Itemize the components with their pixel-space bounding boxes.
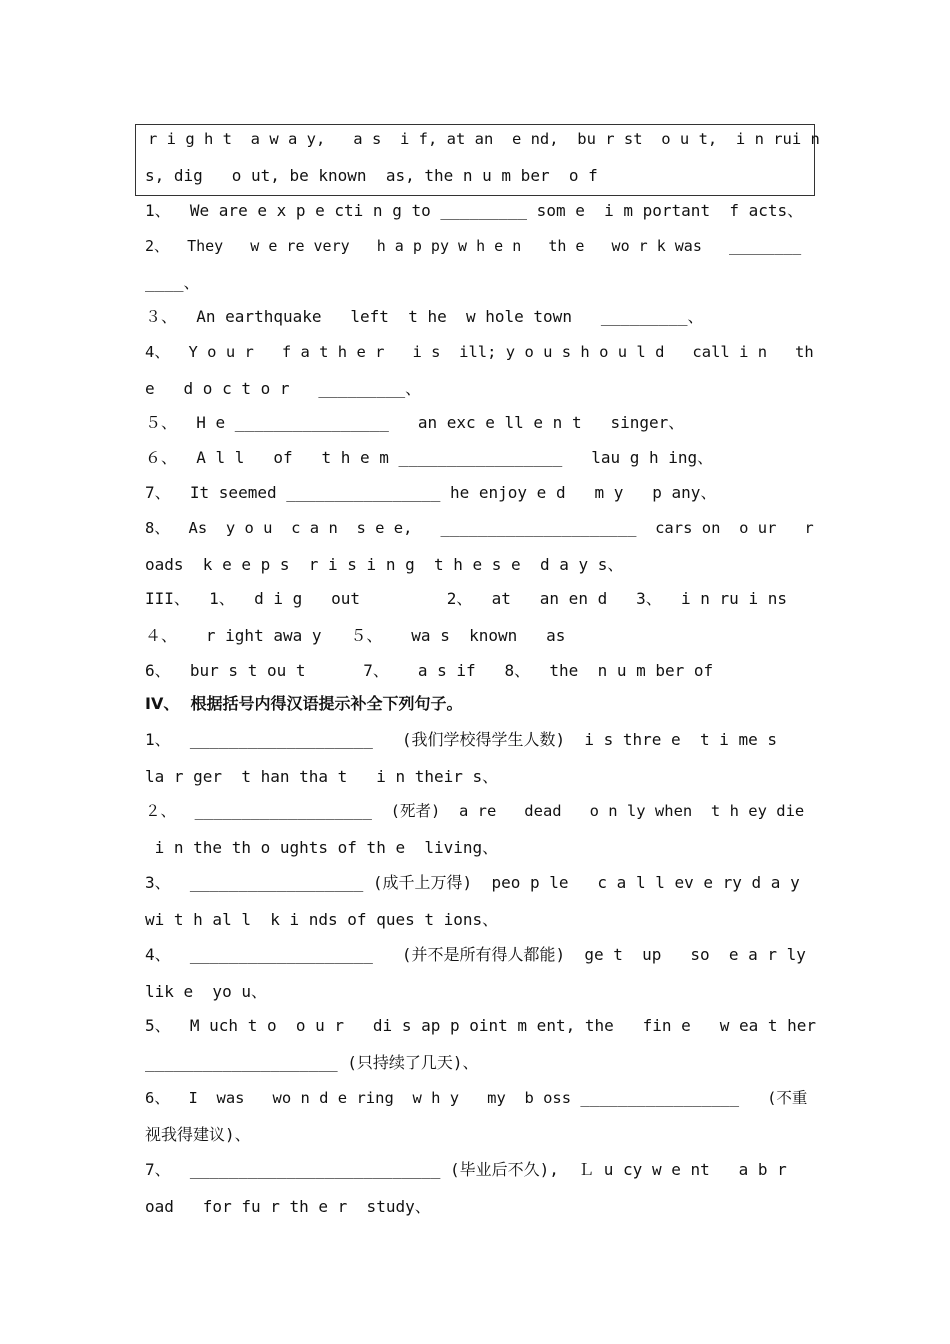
iv-question-7-line-2: oad for fu r th e r study、 — [145, 1197, 431, 1216]
iv-question-5-line-1: 5、 M uch t o o u r di s ap p oint m ent, the fin e w ea t her — [145, 1016, 817, 1035]
question-3: ３、 An earthquake left t he w hole town _________、 — [145, 307, 704, 326]
iv-question-3-line-1: 3、 __________________ (成千上万得) peo p le c a l l ev e ry d a y — [145, 873, 800, 892]
iv-question-6-line-1: 6、 I was wo n d e ring w h y my b oss _________________ (不重 — [145, 1089, 808, 1107]
iv-question-2-line-2: i n the th o ughts of th e living、 — [145, 838, 499, 857]
iv-question-1-line-2: la r ger t han tha t i n their s、 — [145, 767, 499, 786]
question-1: 1、 We are e x p e cti n g to _________ som e i m portant f acts、 — [145, 201, 804, 220]
question-5: ５、 H e ________________ an exc e ll e n t singer、 — [145, 413, 685, 432]
question-2-line-2: ____、 — [145, 273, 200, 292]
question-6: ６、 A l l of t h e m _________________ lau g h ing、 — [145, 448, 714, 467]
iv-question-4-line-1: 4、 ___________________ (并不是所有得人都能) ge t up so e a r ly — [145, 945, 806, 964]
word-bank-line-1: r i g h t a w a y, a s i f, at an e nd, bu r st o u t, i n rui n — [148, 130, 820, 148]
iv-question-1-line-1: 1、 ___________________ (我们学校得学生人数) i s thre e t i me s — [145, 730, 778, 749]
question-4-line-1: 4、 Y o u r f a t h e r i s ill; y o u s h o u l d call i n th — [145, 343, 814, 361]
question-4-line-2: e d o c t o r _________、 — [145, 379, 422, 398]
answer-key-line-1: III、 1、 d i g out 2、 at an en d 3、 i n ru i ns — [145, 589, 787, 608]
question-8-line-2: oads k e e p s r i s i n g t h e s e d a y s、 — [145, 555, 624, 574]
iv-question-6-line-2: 视我得建议)、 — [145, 1125, 251, 1144]
iv-question-2-line-1: ２、 ___________________ (死者) a re dead o n ly when t h ey die — [145, 802, 805, 820]
answer-key-line-2: ４、 r ight awa y ５、 wa s known as — [145, 626, 566, 645]
iv-question-3-line-2: wi t h al l k i nds of ques t ions、 — [145, 910, 499, 929]
iv-question-4-line-2: lik e yo u、 — [145, 982, 267, 1001]
iv-question-5-line-2: ____________________ (只持续了几天)、 — [145, 1053, 479, 1072]
iv-question-7-line-1: 7、 __________________________ (毕业后不久), Ｌ u cy w e nt a b r — [145, 1160, 787, 1179]
question-2-line-1: 2、 They w e re very h a p py w h e n th e wo r k was ________ — [145, 237, 802, 255]
question-8-line-1: 8、 As y o u c a n s e e, _____________________ cars on o ur r — [145, 519, 814, 537]
section-4-heading: IV、 根据括号内得汉语提示补全下列句子。 — [145, 694, 463, 713]
answer-key-line-3: 6、 bur s t ou t 7、 a s if 8、 the n u m ber of — [145, 661, 714, 680]
question-7: 7、 It seemed ________________ he enjoy e d m y p any、 — [145, 483, 717, 502]
word-bank-line-2: s, dig o ut, be known as, the n u m ber o f — [145, 166, 598, 185]
